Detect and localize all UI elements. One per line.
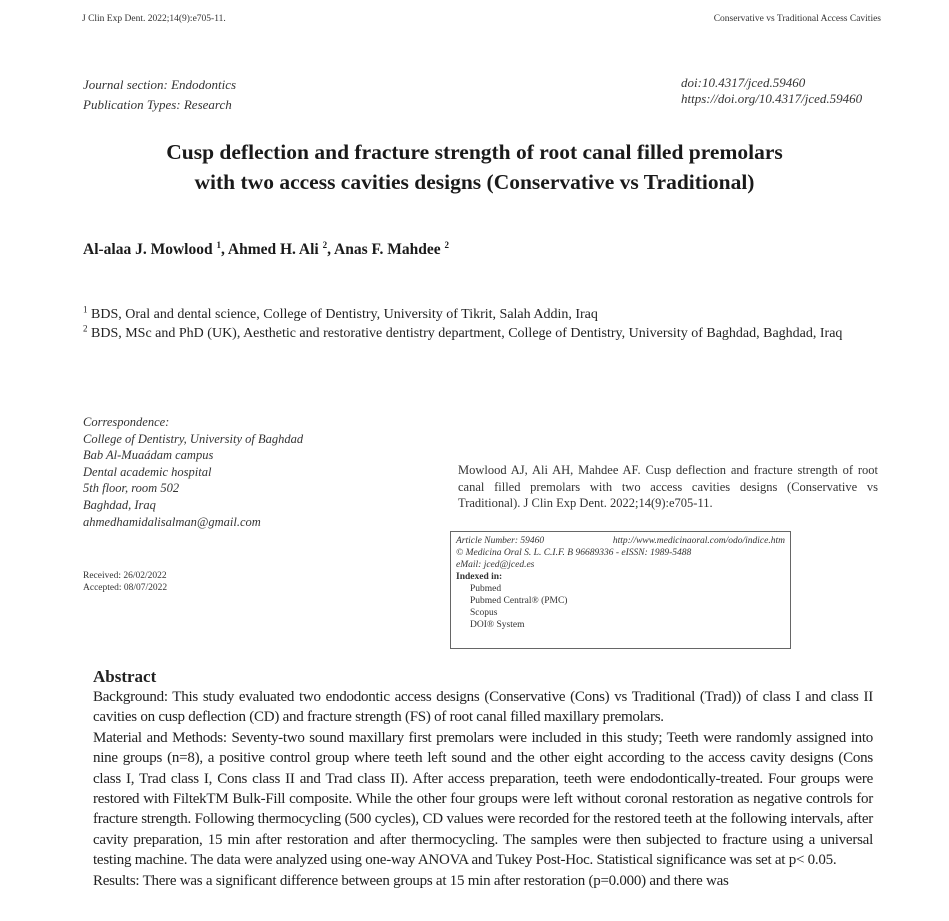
publication-type: Publication Types: Research <box>83 97 232 112</box>
copyright-line: © Medicina Oral S. L. C.I.F. B 96689336 - eISSN: 1989-5488 <box>456 548 692 558</box>
journal-email[interactable]: eMail: jced@jced.es <box>456 560 535 570</box>
running-head-left: J Clin Exp Dent. 2022;14(9):e705-11. <box>82 14 226 24</box>
correspondence-block <box>83 414 303 530</box>
affiliation-item <box>83 305 893 324</box>
affiliation-item <box>83 324 893 343</box>
dates-block <box>83 570 167 594</box>
article-info-row <box>456 535 785 547</box>
indexed-in-item: Pubmed Central® (PMC) <box>470 596 568 606</box>
correspondence-label: Correspondence: <box>83 415 170 429</box>
affiliation-marker: 2 <box>83 323 88 334</box>
author-name: Al-alaa J. Mowlood <box>83 241 213 258</box>
author-separator: , <box>220 241 228 258</box>
journal-meta <box>83 75 236 115</box>
author <box>334 241 449 258</box>
paper-title-line-1: Cusp deflection and fracture strength of root canal filled premolars <box>166 140 783 164</box>
correspondence-line: College of Dentistry, University of Baghdad <box>83 431 304 446</box>
paper-title-line-2: with two access cavities designs (Conservative vs Traditional) <box>194 170 755 194</box>
abstract-body <box>93 687 873 891</box>
correspondence-line: Bab Al-Muaádam campus <box>83 448 214 463</box>
running-head-right: Conservative vs Traditional Access Cavities <box>713 14 881 24</box>
affiliations <box>83 305 893 343</box>
author-separator: , <box>327 241 335 258</box>
correspondence-line: 5th floor, room 502 <box>83 481 180 496</box>
abstract-heading: Abstract <box>93 667 157 686</box>
indexed-in-item: DOI® System <box>470 620 525 630</box>
indexed-in-label: Indexed in: <box>456 572 503 582</box>
author-name: Anas F. Mahdee <box>334 241 441 258</box>
citation-text: Mowlood AJ, Ali AH, Mahdee AF. Cusp deflection and fracture strength of root canal filled premolars with two access cavities designs (Conservative vs Traditional). J Clin Exp Dent. 2022;14(9):e705-11. <box>458 463 878 510</box>
journal-section: Journal section: Endodontics <box>83 77 237 92</box>
author <box>83 241 228 258</box>
indexed-in-item: Pubmed <box>470 584 502 594</box>
author <box>228 241 334 258</box>
indexed-in-item: Scopus <box>470 608 498 618</box>
affiliation-text: BDS, MSc and PhD (UK), Aesthetic and restorative dentistry department, College of Dentistry, University of Baghdad, Baghdad, Iraq <box>91 326 843 341</box>
doi-url[interactable]: https://doi.org/10.4317/jced.59460 <box>681 91 863 106</box>
abstract-section <box>93 667 873 891</box>
abstract-results: Results: There was a significant difference between groups at 15 min after restoration (p=0.000) and there was <box>93 872 729 889</box>
correspondence-email[interactable]: ahmedhamidalisalman@gmail.com <box>83 514 261 529</box>
paper-title <box>0 137 949 197</box>
article-number: Article Number: 59460 <box>456 536 545 546</box>
correspondence-line: Baghdad, Iraq <box>83 497 156 512</box>
author-name: Ahmed H. Ali <box>227 241 319 258</box>
abstract-background: Background: This study evaluated two endodontic access designs (Conservative (Cons) vs Traditional (Trad)) of class I and class II cavities on cusp deflection (CD) and fracture strength (FS) of root canal filled maxillary premolars. <box>93 689 873 726</box>
doi-short: doi:10.4317/jced.59460 <box>681 75 806 90</box>
abstract-methods: Material and Methods: Seventy-two sound maxillary first premolars were included in this study; Teeth were randomly assigned into nine groups (n=8), a positive control group where teeth left sound and the other eight according to the access cavity designs (Cons class I, Trad class I, Cons class II and Trad class II). After access preparation, teeth were endodontically-treated. Four groups were restored with FiltekTM Bulk-Fill composite. While the other four groups were left without coronal restoration as negative controls for fracture strength. Following thermocycling (500 cycles), CD values were recorded for the restored teeth at the following intervals, after cavity preparation, 15 min after restoration and after thermocycling. The samples were then subjected to fracture using a universal testing machine. The data were analyzed using one-way ANOVA and Tukey Post-Hoc. Statistical significance was set at p< 0.05. <box>93 729 873 869</box>
author-list <box>83 241 449 259</box>
affiliation-marker: 2 <box>444 239 450 250</box>
doi-block <box>681 75 862 107</box>
journal-website-link[interactable]: http://www.medicinaoral.com/odo/indice.htm <box>612 536 785 546</box>
affiliation-marker: 2 <box>322 239 328 250</box>
accepted-date: Accepted: 08/07/2022 <box>83 583 168 593</box>
affiliation-text: BDS, Oral and dental science, College of Dentistry, University of Tikrit, Salah Addin, Iraq <box>91 307 598 322</box>
indexed-in-list <box>456 583 785 631</box>
affiliation-marker: 1 <box>216 239 221 250</box>
correspondence-line: Dental academic hospital <box>83 464 212 479</box>
received-date: Received: 26/02/2022 <box>83 571 167 581</box>
affiliation-marker: 1 <box>83 304 88 315</box>
article-info-box <box>450 531 791 649</box>
